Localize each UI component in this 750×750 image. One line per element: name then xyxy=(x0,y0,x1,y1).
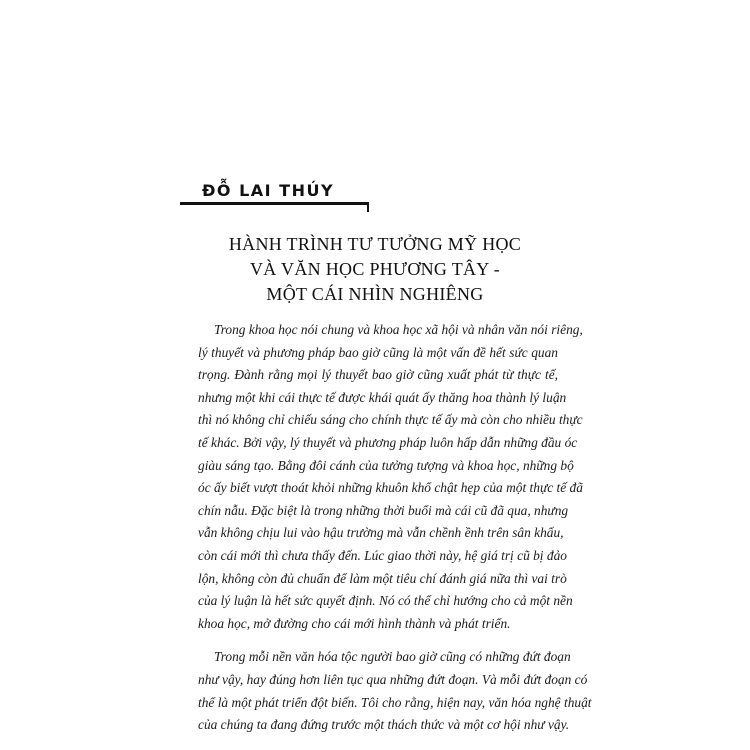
text-line: Trong khoa học nói chung và khoa học xã hội và nhân văn nói riêng, xyxy=(214,322,583,337)
author-name: ĐỖ LAI THÚY xyxy=(202,181,335,200)
text-line: như vậy, hay đúng hơn liên tục qua những đứt đoạn. Và mỗi đứt đoạn có xyxy=(198,671,588,687)
text-line: của lý luận là hết sức quyết định. Nó có thể chỉ hướng cho cả một nền xyxy=(198,593,573,609)
chapter-title xyxy=(200,232,550,307)
text-line: tế khác. Bởi vậy, lý thuyết và phương pháp luôn hấp dẫn những đầu óc xyxy=(198,434,578,450)
text-line: vẫn không chịu lui vào hậu trường mà vẫn chềnh ềnh trên sân khấu, xyxy=(198,525,564,541)
text-line: chín nẫu. Đặc biệt là trong những thời buổi mà cái cũ đã qua, nhưng xyxy=(198,502,569,518)
chapter-title-line: MỘT CÁI NHÌN NGHIÊNG xyxy=(266,284,484,304)
paragraph xyxy=(198,646,592,736)
author-underline-rule xyxy=(180,202,369,205)
text-line: lý thuyết và phương pháp bao giờ cũng là một vấn đề hết sức quan xyxy=(198,344,558,360)
author-header xyxy=(180,172,584,212)
chapter-title-line: VÀ VĂN HỌC PHƯƠNG TÂY - xyxy=(249,259,501,279)
text-line: còn cái mới thì chưa thấy đến. Lúc giao thời này, hệ giá trị cũ bị đảo xyxy=(198,547,567,563)
chapter-title-line: HÀNH TRÌNH TƯ TƯỞNG MỸ HỌC xyxy=(228,234,522,254)
text-line: trọng. Đành rằng mọi lý thuyết bao giờ cũng xuất phát từ thực tế, xyxy=(198,367,558,383)
text-line: khoa học, mở đường cho cái mới hình thành và phát triển. xyxy=(198,615,511,631)
paragraph xyxy=(198,319,583,635)
text-line: giàu sáng tạo. Bằng đôi cánh của tưởng tượng và khoa học, những bộ xyxy=(198,457,574,473)
text-line: thì nó không chỉ chiếu sáng cho chính thực tế ấy mà còn cho nhiều thực xyxy=(198,412,583,428)
text-line: của chúng ta đang đứng trước một thách thức và một cơ hội như vậy. xyxy=(198,717,570,733)
text-line: thể là một phát triển đột biến. Tôi cho rằng, hiện nay, văn hóa nghệ thuật xyxy=(198,694,592,710)
author-rule-corner xyxy=(367,202,369,212)
text-line: óc ấy biết vượt thoát khỏi những khuôn khổ chật hẹp của một thực tế đã xyxy=(198,480,583,496)
text-line: Trong mỗi nền văn hóa tộc người bao giờ cũng có những đứt đoạn xyxy=(214,649,571,665)
text-line: nhưng một khi cái thực tế được khái quát ấy thăng hoa thành lý luận xyxy=(198,389,567,405)
text-line: lộn, không còn đủ chuẩn để làm một tiêu chí đánh giá nữa thì vai trò xyxy=(198,570,567,586)
body-text xyxy=(198,319,592,737)
